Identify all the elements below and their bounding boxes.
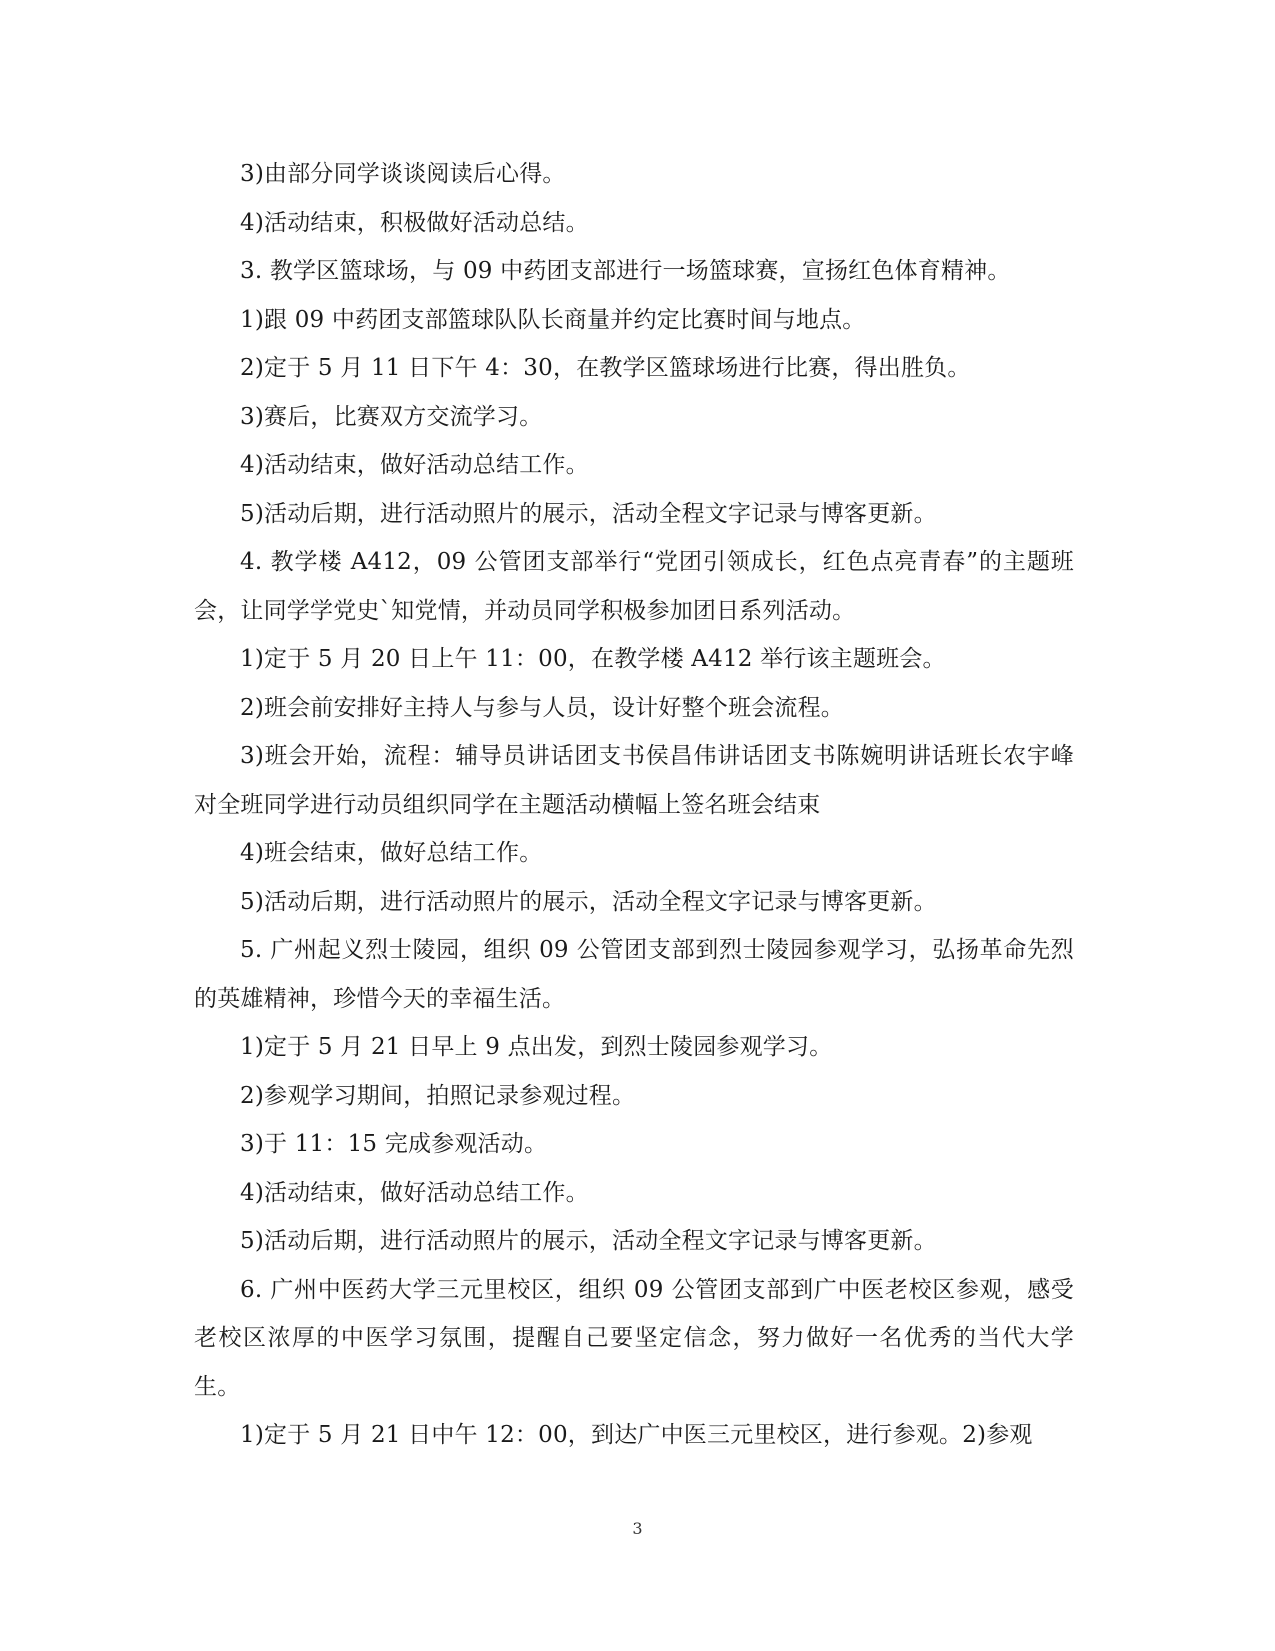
paragraph: 2)参观学习期间，拍照记录参观过程。 [240, 1082, 636, 1109]
paragraph: 4)活动结束，做好活动总结工作。 [240, 1179, 589, 1206]
page-number: 3 [632, 1519, 643, 1538]
paragraph: 1)跟 09 中药团支部篮球队队长商量并约定比赛时间与地点。 [240, 306, 866, 333]
paragraph: 1)定于 5 月 21 日中午 12：00，到达广中医三元里校区，进行参观。2)参观 [240, 1422, 1033, 1448]
paragraph: 6. 广州中医药大学三元里校区，组织 09 公管团支部到广中医老校区参观，感受老校区浓厚的中医学习氛围，提醒自己要坚定信念，努力做好一名优秀的当代大学生。 [194, 1276, 1074, 1400]
paragraph: 4)班会结束，做好总结工作。 [240, 840, 543, 866]
paragraph: 5)活动后期，进行活动照片的展示，活动全程文字记录与博客更新。 [240, 888, 937, 915]
paragraph: 3. 教学区篮球场，与 09 中药团支部进行一场篮球赛，宣扬红色体育精神。 [240, 258, 1011, 284]
paragraph: 4. 教学楼 A412，09 公管团支部举行“党团引领成长，红色点亮青春”的主题班会，让同学学党史`知党情，并动员同学积极参加团日系列活动。 [194, 549, 1074, 624]
paragraph: 2)定于 5 月 11 日下午 4：30，在教学区篮球场进行比赛，得出胜负。 [240, 355, 971, 381]
paragraph: 3)于 11：15 完成参观活动。 [240, 1131, 548, 1157]
paragraph: 1)定于 5 月 20 日上午 11：00，在教学楼 A412 举行该主题班会。 [240, 646, 946, 672]
paragraph: 4)活动结束，积极做好活动总结。 [240, 209, 589, 236]
paragraph: 5. 广州起义烈士陵园，组织 09 公管团支部到烈士陵园参观学习，弘扬革命先烈的英雄精神，珍惜今天的幸福生活。 [194, 937, 1074, 1012]
paragraph: 3)班会开始，流程：辅导员讲话团支书侯昌伟讲话团支书陈婉明讲话班长农宇峰对全班同学进行动员组织同学在主题活动横幅上签名班会结束 [194, 743, 1074, 818]
paragraph: 3)由部分同学谈谈阅读后心得。 [240, 161, 566, 187]
paragraph: 5)活动后期，进行活动照片的展示，活动全程文字记录与博客更新。 [240, 1228, 937, 1254]
paragraph: 1)定于 5 月 21 日早上 9 点出发，到烈士陵园参观学习。 [240, 1034, 833, 1060]
paragraph: 4)活动结束，做好活动总结工作。 [240, 452, 589, 478]
document-body [194, 150, 1074, 1460]
paragraph: 5)活动后期，进行活动照片的展示，活动全程文字记录与博客更新。 [240, 500, 937, 527]
paragraph: 2)班会前安排好主持人与参与人员，设计好整个班会流程。 [240, 694, 845, 721]
paragraph: 3)赛后，比赛双方交流学习。 [240, 403, 543, 430]
